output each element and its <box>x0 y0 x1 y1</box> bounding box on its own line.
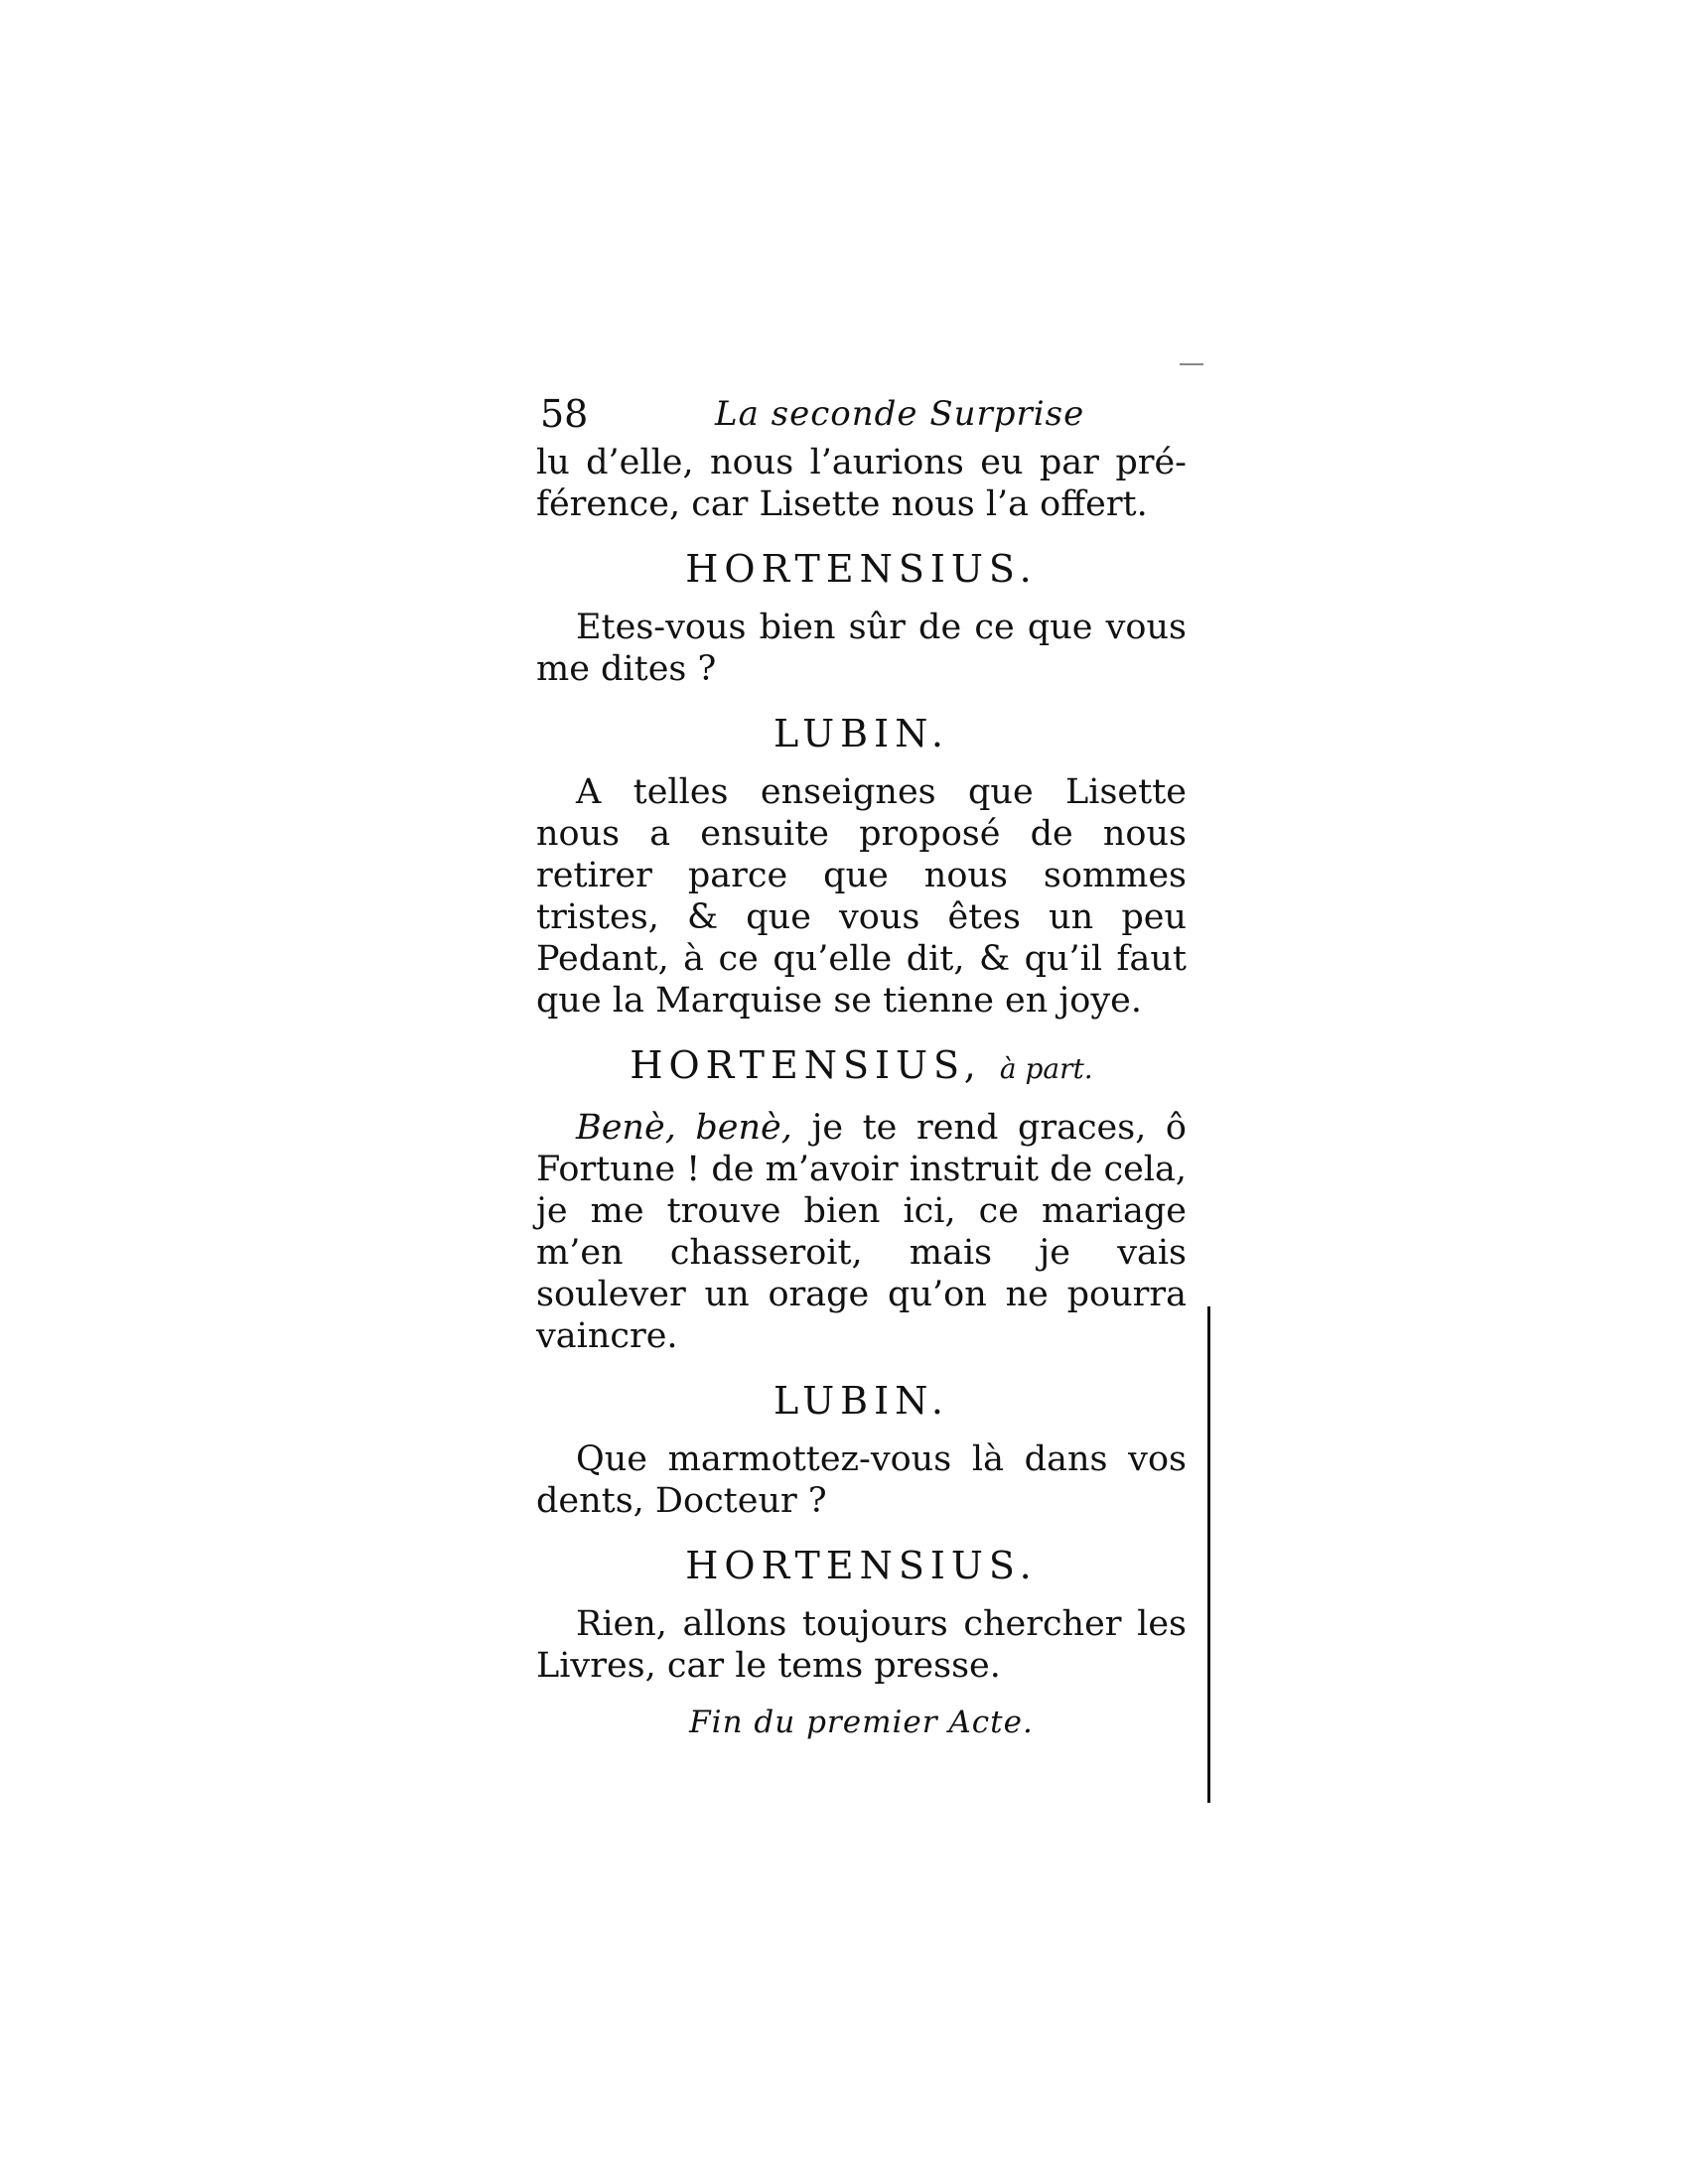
edge-mark <box>1180 363 1203 365</box>
running-head <box>536 392 1187 442</box>
binding-edge-rule <box>1207 1306 1210 1803</box>
speaker-name: HORTENSIUS. <box>685 547 1038 591</box>
speaker-name: LUBIN. <box>773 712 949 755</box>
speech-text: je te rend graces, ô Fortune ! de m’avoir instruit de cela, je me trouve bien ici, ce mariage m’en chasseroit, mais je vais soulever un orage qu’on ne pourra vaincre. <box>536 1108 1187 1356</box>
running-title: La seconde Surprise <box>715 394 1085 434</box>
page-number: 58 <box>540 392 589 436</box>
speaker-name: LUBIN. <box>773 1379 949 1423</box>
speaker-heading <box>536 1043 1187 1091</box>
speech-text: Rien, allons toujours chercher les Livres, car le tems presse. <box>536 1604 1187 1686</box>
stage-direction: à part. <box>999 1052 1093 1085</box>
speaker-name: HORTENSIUS. <box>685 1544 1038 1587</box>
speech-text: A telles enseignes que Lisette nous a ensuite proposé de nous retirer parce que nous sommes tristes, & que vous êtes un peu Pedant, à ce qu’elle dit, & qu’il faut que la Marquise se tienne en joye. <box>536 772 1187 1021</box>
speaker-name: HORTENSIUS, <box>630 1043 982 1087</box>
speech-text: lu d’elle, nous l’aurions eu par pré-férence, car Lisette nous l’a offert. <box>536 443 1187 524</box>
speech-text: Que marmottez-vous là dans vos dents, Docteur ? <box>536 1439 1187 1521</box>
speech-text: Etes-vous bien sûr de ce que vous me dites ? <box>536 608 1187 689</box>
act-closing: Fin du premier Acte. <box>689 1705 1034 1740</box>
speech-paragraph <box>536 1107 1187 1357</box>
latin-exclamation: Benè, benè, <box>576 1108 792 1148</box>
text-column <box>536 392 1187 1740</box>
